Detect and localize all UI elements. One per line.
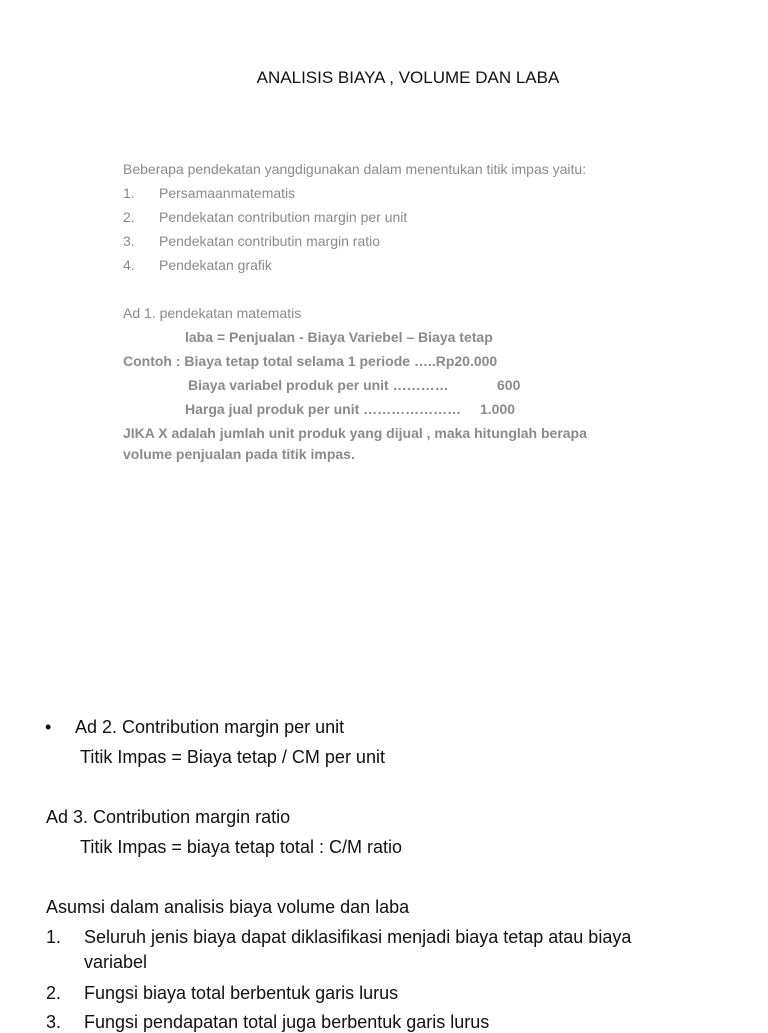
ad2-formula: Titik Impas = Biaya tetap / CM per unit (80, 747, 385, 767)
ad1-heading: Ad 1. pendekatan matematis (123, 305, 302, 321)
list-number: 2. (123, 209, 135, 225)
approach-item (123, 233, 380, 249)
ad3-formula: Titik Impas = biaya tetap total : C/M ratio (80, 837, 402, 857)
question-line: JIKA X adalah jumlah unit produk yang dijual , maka hitunglah berapa (123, 425, 587, 441)
list-text: Fungsi biaya total berbentuk garis lurus (84, 983, 399, 1003)
assumption-item (46, 927, 631, 948)
example-price-value: 1.000 (480, 401, 516, 417)
list-text: Pendekatan grafik (159, 257, 272, 273)
ad3-heading: Ad 3. Contribution margin ratio (46, 807, 291, 827)
page-title: ANALISIS BIAYA , VOLUME DAN LABA (256, 68, 560, 87)
approach-item (123, 185, 295, 201)
assumption-continuation: variabel (84, 952, 148, 972)
list-text: Fungsi pendapatan total juga berbentuk garis lurus (84, 1012, 490, 1032)
example-price: Harga jual produk per unit ………………… (185, 401, 462, 417)
example-variable-cost: Biaya variabel produk per unit ………… (188, 377, 449, 393)
ad1-formula: laba = Penjualan - Biaya Variebel – Biaya tetap (185, 329, 493, 345)
question-line: volume penjualan pada titik impas. (123, 446, 355, 462)
ad2-heading: Ad 2. Contribution margin per unit (75, 717, 345, 737)
list-text: Persamaanmatematis (159, 185, 296, 201)
assumption-item (46, 1012, 489, 1033)
example-variable-value: 600 (497, 377, 521, 393)
list-text: Pendekatan contributin margin ratio (159, 233, 381, 249)
list-number: 2. (46, 983, 62, 1003)
example-fixed-cost: Contoh : Biaya tetap total selama 1 periode …..Rp20.000 (123, 353, 498, 369)
bullet: • (45, 717, 52, 737)
list-number: 3. (46, 1012, 62, 1032)
list-text: Seluruh jenis biaya dapat diklasifikasi menjadi biaya tetap atau biaya (84, 927, 632, 947)
approach-item (123, 257, 272, 273)
approach-item (123, 209, 407, 225)
list-number: 4. (123, 257, 135, 273)
list-number: 1. (123, 185, 135, 201)
list-number: 1. (46, 927, 62, 947)
list-text: Pendekatan contribution margin per unit (159, 209, 408, 225)
assumptions-heading: Asumsi dalam analisis biaya volume dan laba (46, 897, 410, 917)
assumption-item (46, 983, 398, 1004)
intro-text: Beberapa pendekatan yangdigunakan dalam menentukan titik impas yaitu: (123, 161, 587, 177)
list-number: 3. (123, 233, 135, 249)
